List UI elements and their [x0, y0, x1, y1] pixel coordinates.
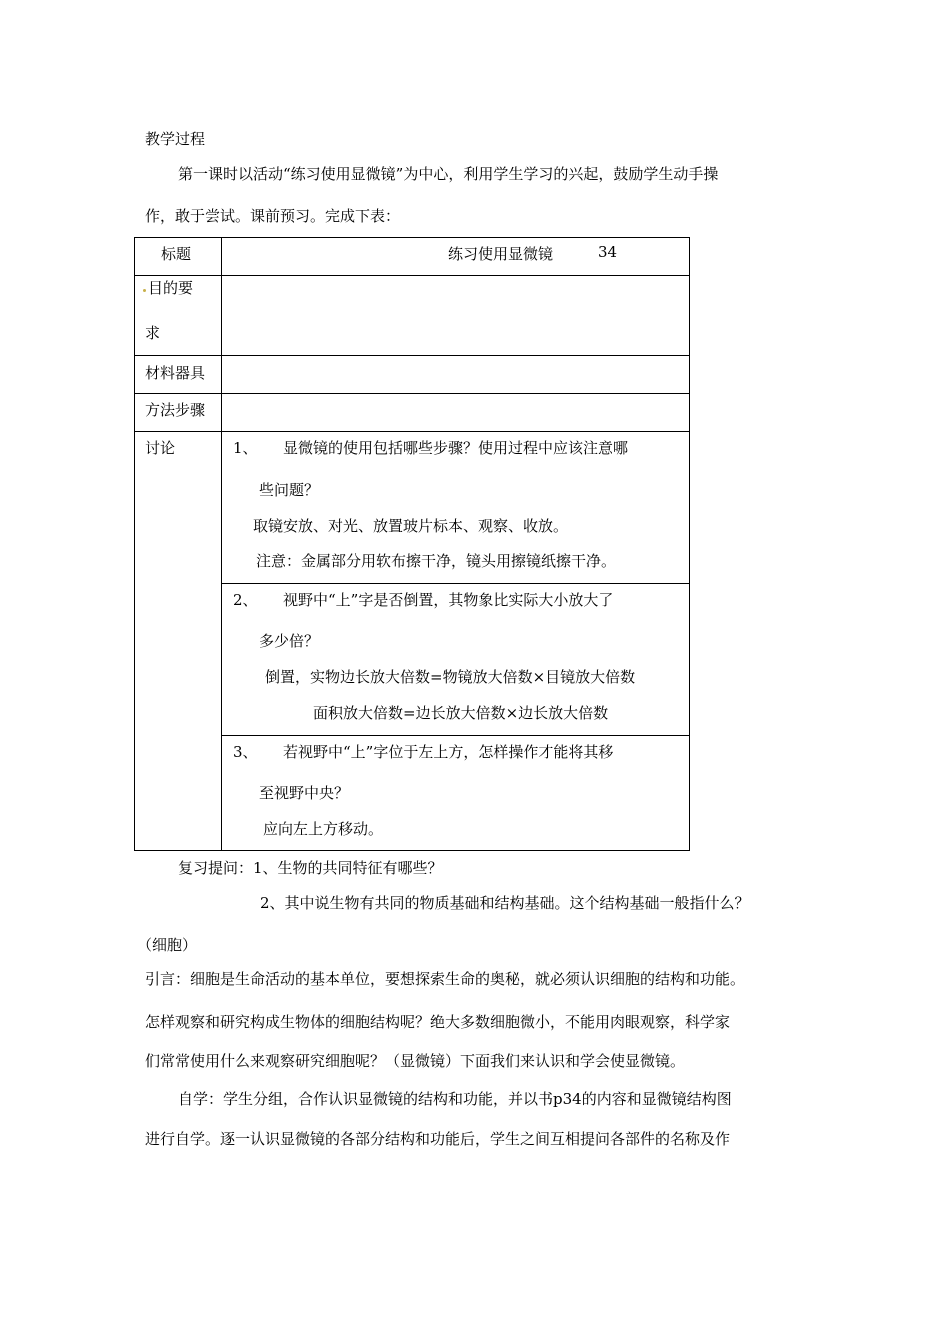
self-study-paragraph-line: 进行自学。逐一认识显微镜的各部分结构和功能后，学生之间互相提问各部件的名称及作 — [145, 1130, 731, 1148]
question-text-continued: 至视野中央？ — [259, 784, 350, 802]
method-label: 方法步骤 — [145, 401, 206, 419]
section-heading: 教学过程 — [145, 130, 206, 148]
review-question: 2、其中说生物有共同的物质基础和结构基础。这个结构基础一般指什么？ — [260, 894, 750, 912]
question-number: 1、 — [233, 439, 258, 457]
answer-text: 面积放大倍数=边长放大倍数×边长放大倍数 — [313, 704, 609, 722]
question-text-continued: 些问题？ — [259, 481, 320, 499]
title-value: 练习使用显微镜 — [448, 245, 554, 263]
materials-label: 材料器具 — [145, 364, 206, 382]
question-text: 若视野中“上”字位于左上方，怎样操作才能将其移 — [283, 743, 614, 761]
question-text-continued: 多少倍？ — [259, 632, 320, 650]
question-text: 视野中“上”字是否倒置，其物象比实际大小放大了 — [283, 591, 614, 609]
question-number: 2、 — [233, 591, 258, 609]
answer-text: 倒置，实物边长放大倍数=物镜放大倍数×目镜放大倍数 — [265, 668, 636, 686]
title-label: 标题 — [161, 245, 192, 263]
goal-label-continued: 求 — [145, 324, 161, 342]
bullet-mark — [143, 289, 146, 292]
intro-paragraph-line: 第一课时以活动“练习使用显微镜”为中心，利用学生学习的兴起，鼓励学生动手操 — [178, 165, 719, 183]
lead-paragraph-line: 们常常使用什么来观察研究细胞呢？（显微镜）下面我们来认识和学会使显微镜。 — [145, 1052, 686, 1070]
self-study-paragraph-line: 自学：学生分组，合作认识显微镜的结构和功能，并以书p34的内容和显微镜结构图 — [178, 1090, 732, 1108]
goal-label: 目的要 — [148, 279, 194, 297]
lead-paragraph-line: 引言：细胞是生命活动的基本单位，要想探索生命的奥秘，就必须认识细胞的结构和功能。 — [145, 970, 746, 988]
discussion-label: 讨论 — [145, 439, 176, 457]
intro-paragraph-line: 作，敢于尝试。课前预习。完成下表： — [145, 207, 401, 225]
answer-text: 应向左上方移动。 — [263, 820, 384, 838]
title-page-number: 34 — [598, 243, 618, 261]
question-number: 3、 — [233, 743, 258, 761]
answer-text: 取镜安放、对光、放置玻片标本、观察、收放。 — [253, 517, 569, 535]
question-text: 显微镜的使用包括哪些步骤？使用过程中应该注意哪 — [283, 439, 629, 457]
lead-paragraph-line: 怎样观察和研究构成生物体的细胞结构呢？绝大多数细胞微小，不能用肉眼观察，科学家 — [145, 1013, 731, 1031]
answer-text: 注意：金属部分用软布擦干净，镜头用擦镜纸擦干净。 — [256, 552, 617, 570]
review-answer: （细胞） — [137, 936, 198, 954]
review-question: 复习提问：1、生物的共同特征有哪些？ — [178, 859, 443, 877]
